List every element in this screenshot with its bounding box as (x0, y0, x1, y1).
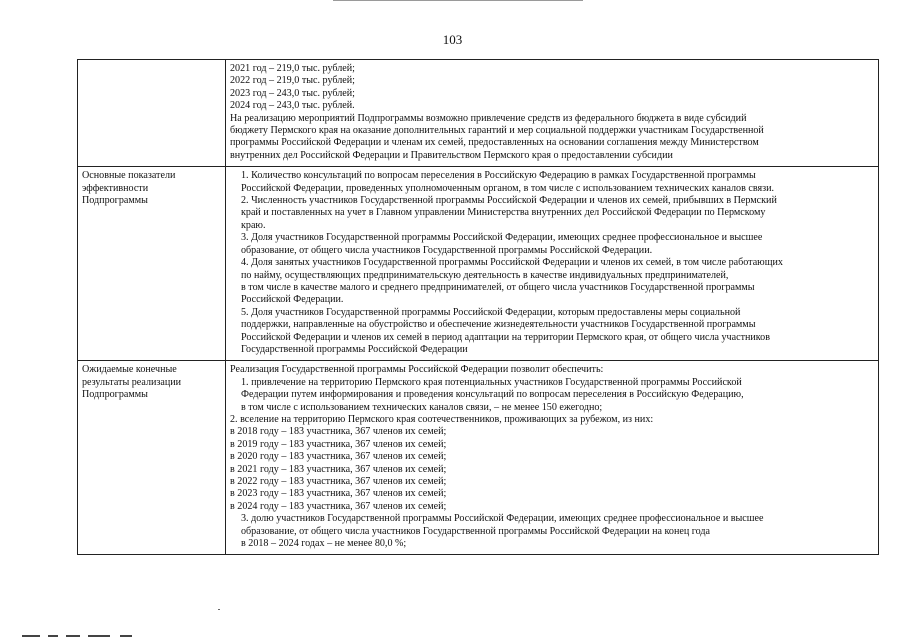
year-line: в 2018 году – 183 участника, 367 членов их семей; (230, 426, 447, 438)
funding-line: 2024 год – 243,0 тыс. рублей. (230, 100, 355, 112)
item-line: 3. Доля участников Государственной программы Российской Федерации, имеющих среднее профессиональное и высшее (241, 232, 763, 244)
results-intro: Реализация Государственной программы Российской Федерации позволит обеспечить: (230, 364, 604, 376)
item-line: Российской Федерации и членов их семей в период адаптации на территории Пермского края, от общего числа участников (241, 331, 770, 343)
indicator-item-4 (230, 257, 874, 307)
item-line: Федерации путем информирования и проведения консультаций по вопросам переселения в Российскую Федерацию, (241, 389, 744, 401)
indicators-cell (226, 167, 879, 361)
year-line: в 2024 году – 183 участника, 367 членов их семей; (230, 500, 447, 512)
label-line: Подпрограммы (82, 195, 148, 207)
item-line: в 2018 – 2024 годах – не менее 80,0 %; (241, 538, 407, 550)
item-line: образование, от общего числа участников Государственной программы Российской Федерации на конец года (241, 525, 711, 537)
label-line: Основные показатели (82, 170, 176, 182)
label-line: Ожидаемые конечные (82, 364, 177, 376)
item-line: 3. долю участников Государственной программы Российской Федерации, имеющих среднее профессиональное и высшее (241, 513, 764, 525)
funding-cell (226, 60, 879, 167)
funding-note-line: бюджету Пермского края на оказание дополнительных гарантий и мер социальной поддержки участникам Государственной (230, 125, 764, 137)
funding-note-line: На реализацию мероприятий Подпрограммы возможно привлечение средств из федерального бюджета в виде субсидий (230, 112, 747, 124)
indicator-item-1 (230, 170, 874, 195)
row-label-empty (78, 60, 226, 167)
funding-line: 2022 год – 219,0 тыс. рублей; (230, 75, 355, 87)
item-line: в том числе в качестве малого и среднего предпринимателей, от общего числа участников Государственной программы (241, 281, 755, 293)
item-line: по найму, осуществляющих предпринимательскую деятельность в качестве индивидуальных предпринимателей, (241, 269, 729, 281)
item-line: Российской Федерации, проведенных уполномоченным органом, в том числе с использованием технических каналов связи. (241, 182, 775, 194)
item-line: образование, от общего числа участников Государственной программы Российской Федерации. (241, 244, 653, 256)
indicator-item-3 (230, 232, 874, 257)
year-line: в 2019 году – 183 участника, 367 членов их семей; (230, 438, 447, 450)
label-line: результаты реализации (82, 376, 182, 388)
funding-line: 2023 год – 243,0 тыс. рублей; (230, 87, 355, 99)
item-line: 2. Численность участников Государственной программы Российской Федерации и членов их семей, прибывших в Пермский (241, 195, 777, 207)
result-item-3 (230, 513, 874, 550)
result-item-1 (230, 377, 874, 414)
scan-speck (218, 609, 220, 610)
subprogram-passport-table (77, 59, 879, 555)
table-row (78, 167, 879, 361)
year-line: в 2021 году – 183 участника, 367 членов их семей; (230, 463, 447, 475)
row-label-results (78, 361, 226, 555)
item-line: Российской Федерации. (241, 294, 344, 306)
item-line: 4. Доля занятых участников Государственной программы Российской Федерации и членов их семей, в том числе работающих (241, 257, 783, 269)
page-number: 103 (442, 32, 463, 47)
label-line: эффективности (82, 182, 149, 194)
year-line: в 2022 году – 183 участника, 367 членов их семей; (230, 476, 447, 487)
label-line: Подпрограммы (82, 389, 148, 401)
item-line: край и поставленных на учет в Главном управлении Министерства внутренних дел Российской Федерации по Пермскому (241, 207, 766, 219)
item-line: 1. Количество консультаций по вопросам переселения в Российскую Федерацию в рамках Государственной программы (241, 170, 756, 182)
item-line: 1. привлечение на территорию Пермского края потенциальных участников Государственной программы Российской (241, 376, 742, 388)
indicator-item-2 (230, 195, 874, 232)
item-line: поддержки, направленные на обустройство и обеспечение жизнедеятельности участников Государственной программы (241, 319, 756, 331)
top-rule (333, 0, 583, 1)
funding-line: 2021 год – 219,0 тыс. рублей; (230, 63, 355, 74)
indicator-item-5 (230, 307, 874, 357)
item-line: 5. Доля участников Государственной программы Российской Федерации, которым предоставлены меры социальной (241, 306, 741, 318)
item-line: Государственной программы Российской Федерации (241, 343, 468, 355)
item-line: краю. (241, 219, 266, 231)
results-cell (226, 361, 879, 555)
year-line: в 2020 году – 183 участника, 367 членов их семей; (230, 451, 447, 463)
table-row (78, 361, 879, 555)
funding-note-line: программы Российской Федерации и членам их семей, предоставленных на основании соглашения между Министерством (230, 137, 759, 149)
item-line: в том числе с использованием технических каналов связи, – не менее 150 ежегодно; (241, 401, 603, 413)
row-label-indicators (78, 167, 226, 361)
result-item-2: 2. вселение на территорию Пермского края соотечественников, проживающих за рубежом, из них: (230, 413, 654, 425)
funding-note-line: внутренних дел Российской Федерации и Правительством Пермского края о предоставлении субсидии (230, 149, 673, 161)
year-line: в 2023 году – 183 участника, 367 членов их семей; (230, 488, 447, 500)
table-row (78, 60, 879, 167)
scan-edge-marks (22, 635, 152, 640)
